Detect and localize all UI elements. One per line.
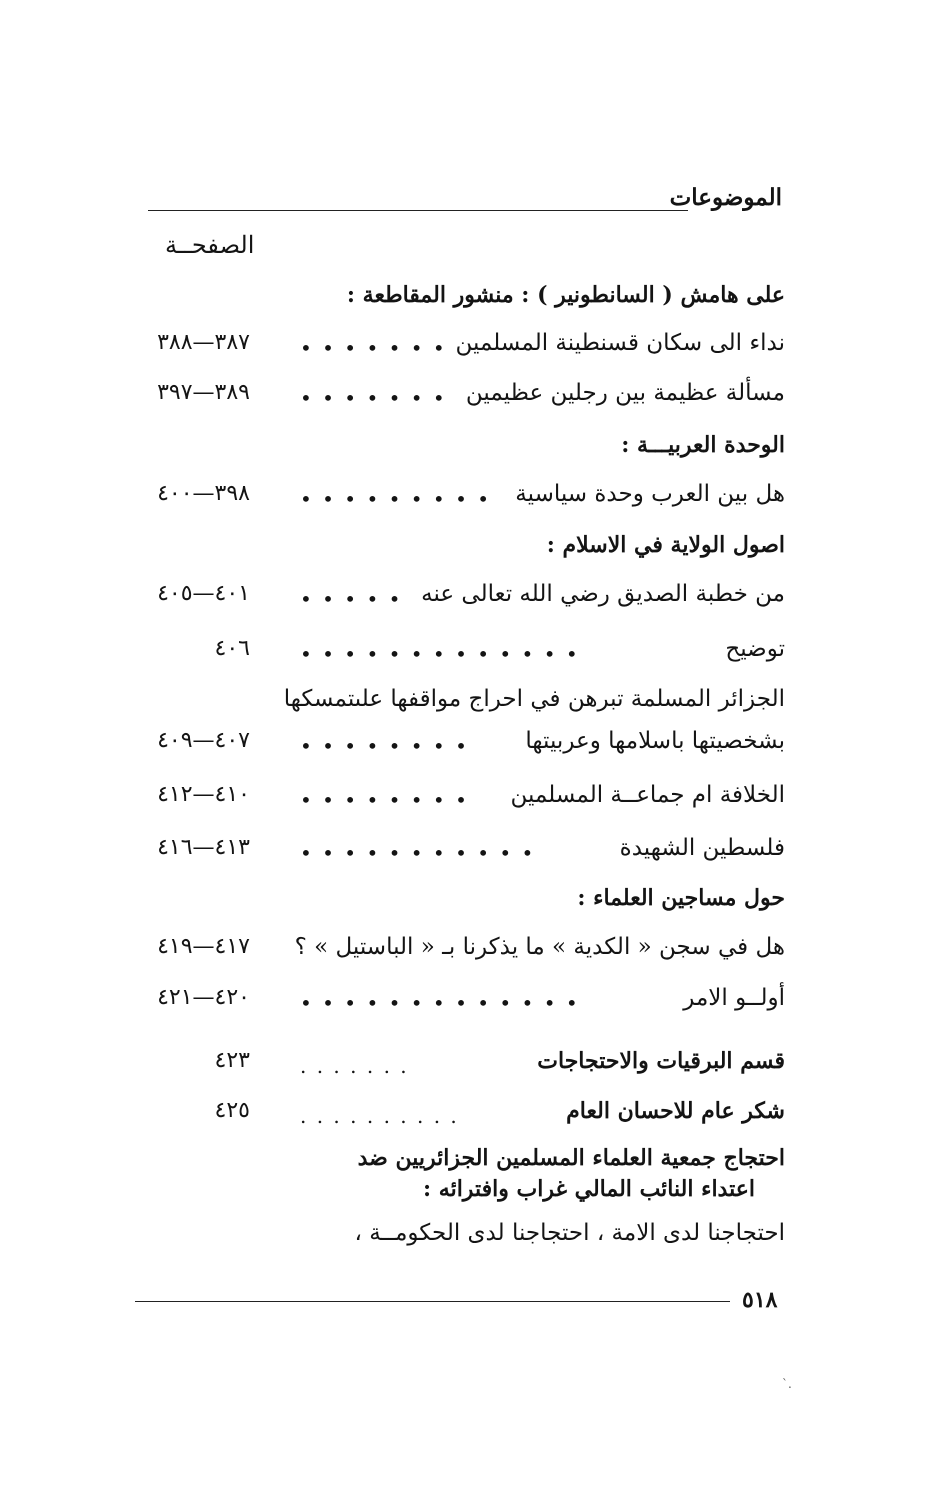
toc-page-range: ٤٢٠—٤٢١ xyxy=(157,985,250,1010)
toc-entry-title: أولــو الامر xyxy=(683,985,785,1011)
toc-entry xyxy=(130,835,785,875)
toc-entry-title: على هامش ( السانطونير ) : منشور المقاطعة : xyxy=(346,282,785,308)
toc-entry-title: نداء الى سكان قسنطينة المسلمين xyxy=(455,330,785,356)
footer-rule xyxy=(135,1301,730,1302)
toc-page-range: ٤٠٦ xyxy=(214,636,250,661)
toc-entry xyxy=(130,330,785,370)
toc-entry xyxy=(130,686,785,726)
toc-leader-dots: • • • • • • • • • • • xyxy=(300,841,536,865)
toc-entry xyxy=(130,481,785,521)
toc-entry xyxy=(130,985,785,1025)
toc-entry xyxy=(130,728,785,768)
toc-entry-title: مسألة عظيمة بين رجلين عظيمين xyxy=(465,380,785,406)
toc-leader-dots: • • • • • • • • xyxy=(300,788,469,812)
toc-page-range: ٣٨٧—٣٨٨ xyxy=(157,330,250,355)
toc-entry xyxy=(130,1176,785,1216)
toc-entry xyxy=(130,782,785,822)
toc-entry xyxy=(130,1048,785,1088)
toc-page-range: ٣٩٨—٤٠٠ xyxy=(157,481,250,506)
toc-leader-dots: • • • • • • • • • • • • • xyxy=(300,642,580,666)
toc-entry-title: فلسطين الشهيدة xyxy=(619,835,785,861)
toc-entry-title: اعتداء النائب المالي غراب وافترائه : xyxy=(423,1176,755,1202)
page-number: ٥١٨ xyxy=(742,1287,778,1313)
toc-entry xyxy=(130,636,785,676)
toc-section-heading xyxy=(130,432,785,472)
toc-entry-title: قسم البرقيات والاحتجاجات xyxy=(537,1048,785,1074)
toc-page-range: ٤٢٥ xyxy=(214,1098,250,1123)
toc-entry-title: اصول الولاية في الاسلام : xyxy=(546,532,785,558)
page-title: الموضوعات xyxy=(669,184,782,211)
toc-entry-title: من خطبة الصديق رضي الله تعالى عنه xyxy=(421,581,785,607)
toc-leader-dots: . . . . . . . xyxy=(300,1054,409,1078)
toc-entry-title: هل في سجن « الكدية » ما يذكرنا بـ « الباستيل » ؟ xyxy=(294,934,785,960)
toc-leader-dots: • • • • • xyxy=(300,587,403,611)
toc-entry-title: احتجاج جمعية العلماء المسلمين الجزائريين ضد xyxy=(357,1145,785,1171)
toc-entry xyxy=(130,1098,785,1138)
toc-entry-title: بشخصيتها باسلامها وعربيتها xyxy=(525,728,785,754)
toc-entry-title: توضيح xyxy=(725,636,785,662)
toc-section-heading xyxy=(130,532,785,572)
toc-leader-dots: • • • • • • • xyxy=(300,386,447,410)
toc-leader-dots: • • • • • • • xyxy=(300,336,447,360)
toc-page-range: ٤١٠—٤١٢ xyxy=(157,782,250,807)
toc-section-heading xyxy=(130,282,785,322)
toc-entry-title: حول مساجين العلماء : xyxy=(577,885,785,911)
toc-leader-dots: • • • • • • • • • xyxy=(300,487,492,511)
toc-leader-dots: • • • • • • • • • • • • • xyxy=(300,991,580,1015)
toc-entry xyxy=(130,1220,785,1260)
toc-page-range: ٣٨٩—٣٩٧ xyxy=(157,380,250,405)
toc-entry-title: الجزائر المسلمة تبرهن في احراج مواقفها علىتمسكها xyxy=(283,686,785,712)
header-rule xyxy=(148,210,688,211)
page-column-label: الصفحــة xyxy=(165,231,255,259)
toc-entry-title: هل بين العرب وحدة سياسية xyxy=(515,481,785,507)
toc-entry-title: الخلافة ام جماعــة المسلمين xyxy=(510,782,785,808)
toc-page-range: ٤٢٣ xyxy=(214,1048,250,1073)
scan-speck: `. xyxy=(782,1377,792,1391)
toc-entry xyxy=(130,934,785,974)
toc-page-range: ٤٠٧—٤٠٩ xyxy=(157,728,250,753)
toc-entry-title: احتجاجنا لدى الامة ، احتجاجنا لدى الحكومــة ، xyxy=(354,1220,785,1246)
toc-leader-dots: • • • • • • • • xyxy=(300,734,469,758)
toc-entry xyxy=(130,380,785,420)
toc-section-heading xyxy=(130,885,785,925)
toc-entry xyxy=(130,581,785,621)
toc-page-range: ٤٠١—٤٠٥ xyxy=(157,581,250,606)
toc-page-range: ٤١٧—٤١٩ xyxy=(157,934,250,959)
toc-entry-title: الوحدة العربيـــة : xyxy=(621,432,785,458)
toc-leader-dots: . . . . . . . . . . xyxy=(300,1104,459,1128)
toc-page-range: ٤١٣—٤١٦ xyxy=(157,835,250,860)
toc-entry-title: شكر عام للاحسان العام xyxy=(566,1098,785,1124)
